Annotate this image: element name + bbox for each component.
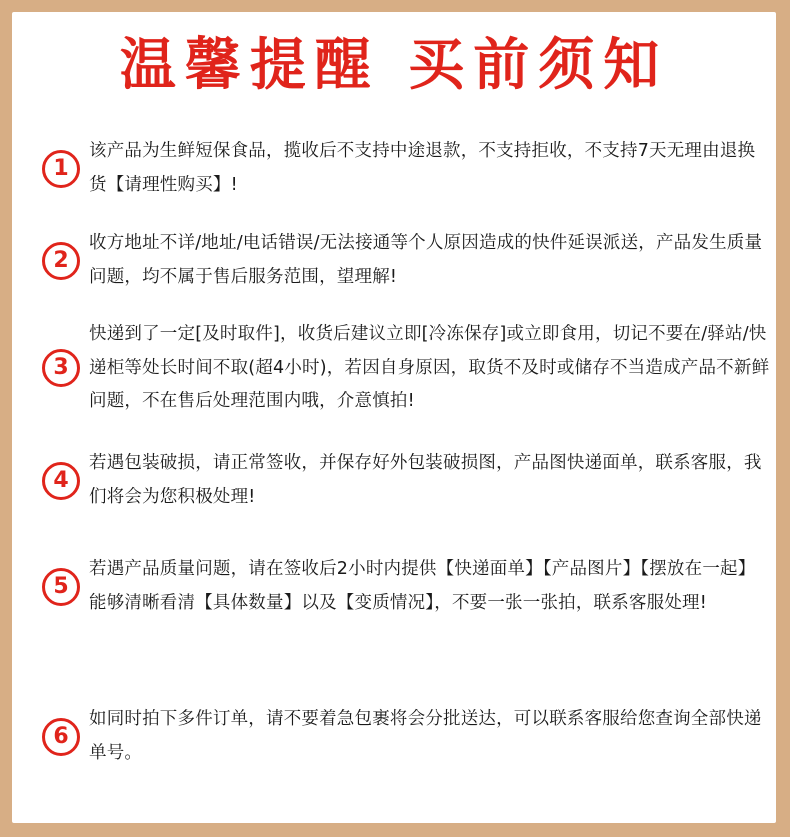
notice-text-1: 该产品为生鲜短保食品，揽收后不支持中途退款，不支持拒收，不支持7天无理由退换货【请理性购买】!: [89, 141, 756, 195]
notice-item-5: [42, 553, 770, 620]
number-1-badge: 1: [42, 150, 80, 188]
number-6-badge: 6: [42, 718, 80, 756]
notice-card: [12, 12, 776, 823]
notice-text-6: 如同时拍下多件订单，请不要着急包裹将会分批送达，可以联系客服给您查询全部快递单号。: [89, 709, 762, 763]
number-2-badge: 2: [42, 242, 80, 280]
notice-item-2: [42, 227, 770, 294]
notice-item-6: [42, 703, 770, 770]
notice-text-3: 快递到了一定[及时取件]，收货后建议立即[冷冻保存]或立即食用，切记不要在/驿站/快递柜等处长时间不取(超4小时)，若因自身原因，取货不及时或储存不当造成产品不新鲜问题，不在售后处理范围内哦，介意慎拍!: [89, 324, 770, 411]
page-title: 温馨提醒 买前须知: [119, 33, 669, 98]
notice-item-1: [42, 135, 770, 202]
notice-item-3: [42, 318, 770, 419]
notice-item-4: [42, 447, 770, 514]
notice-text-2: 收方地址不详/地址/电话错误/无法接通等个人原因造成的快件延误派送，产品发生质量问题，均不属于售后服务范围，望理解!: [89, 233, 763, 287]
notice-text-4: 若遇包装破损，请正常签收，并保存好外包装破损图，产品图快递面单，联系客服，我们将会为您积极处理!: [89, 453, 762, 507]
number-5-badge: 5: [42, 568, 80, 606]
notice-text-5: 若遇产品质量问题，请在签收后2小时内提供【快递面单】【产品图片】【摆放在一起】能够清晰看清【具体数量】以及【变质情况】，不要一张一张拍，联系客服处理!: [89, 559, 756, 613]
number-4-badge: 4: [42, 462, 80, 500]
number-3-badge: 3: [42, 349, 80, 387]
